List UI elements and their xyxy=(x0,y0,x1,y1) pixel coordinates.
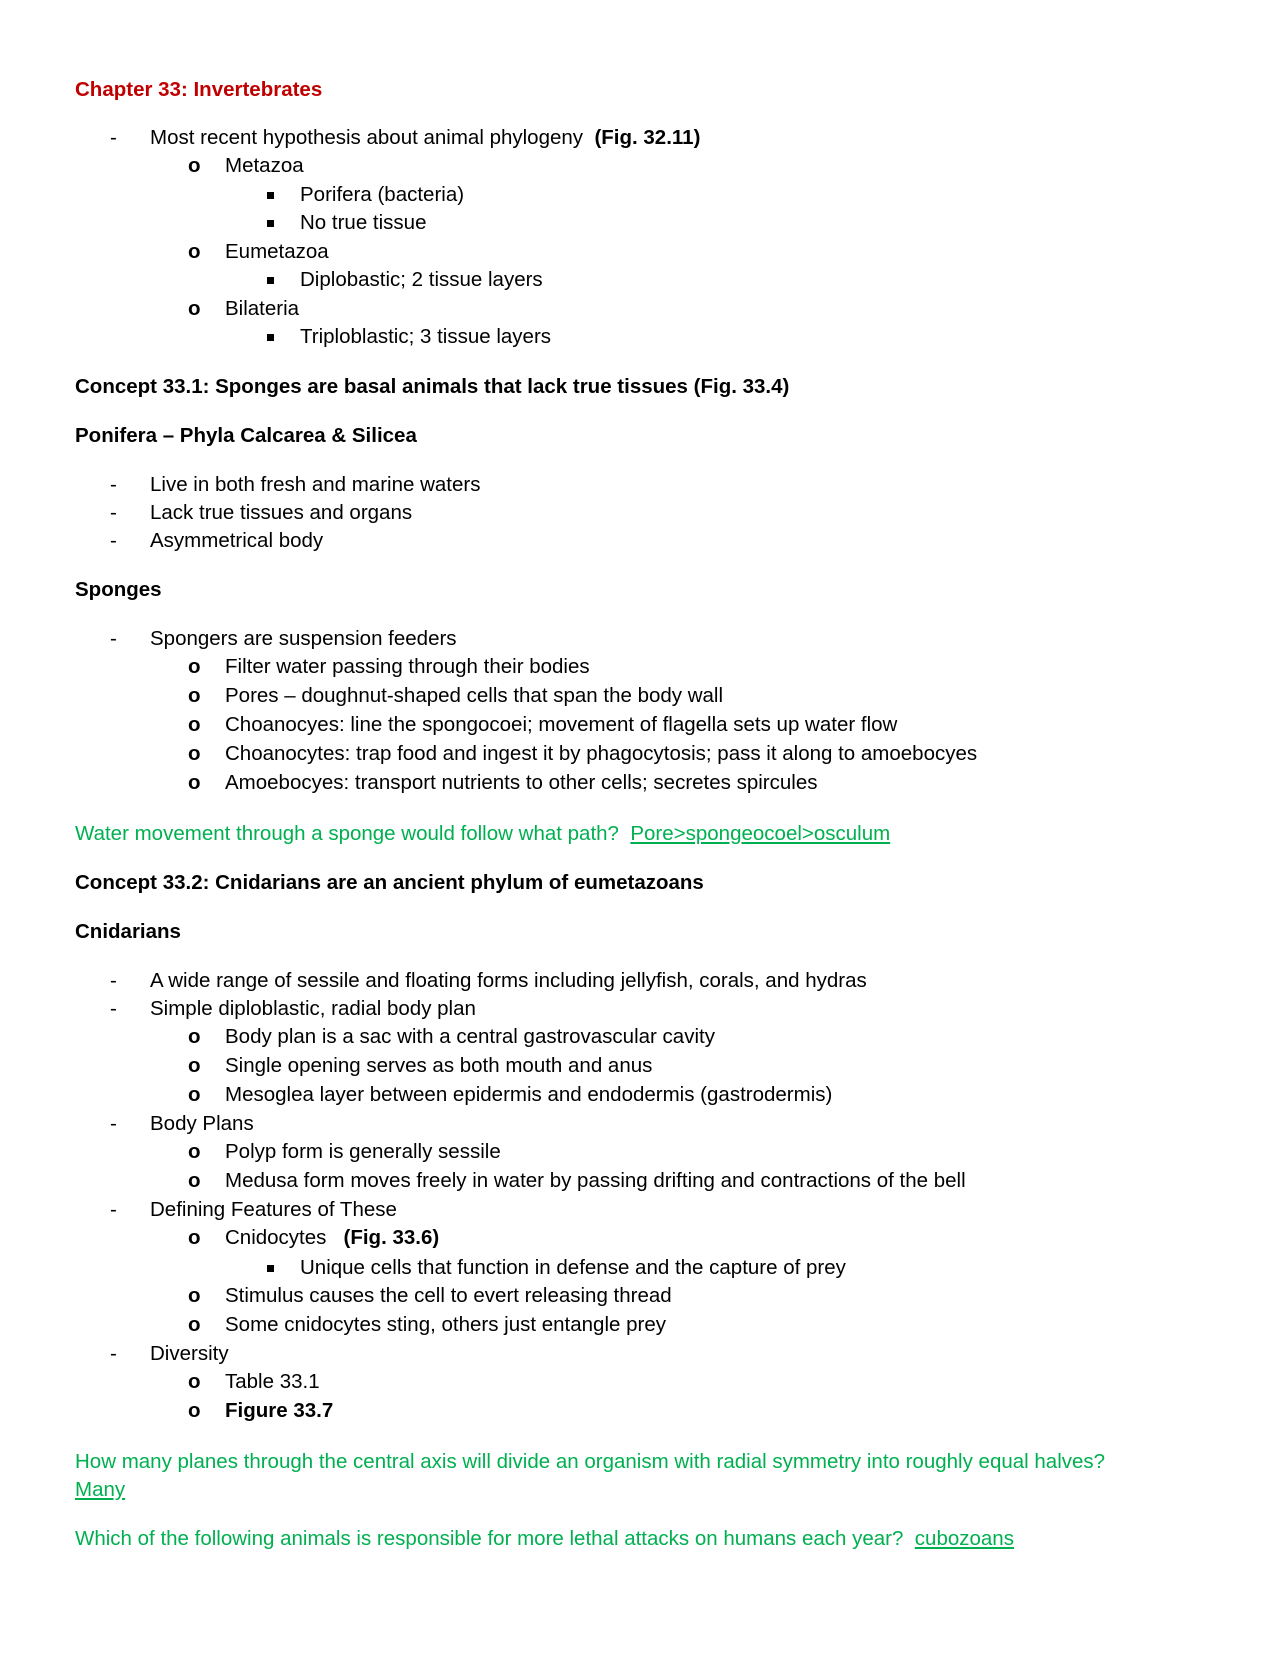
circle-bullet: o xyxy=(188,1226,201,1249)
circle-bullet: o xyxy=(188,1025,201,1048)
circle-bullet: o xyxy=(188,1169,201,1192)
dash-bullet: - xyxy=(110,529,117,552)
list-item: o Table 33.1 xyxy=(188,1370,320,1393)
square-bullet xyxy=(267,192,274,199)
list-item: o Eumetazoa xyxy=(188,240,329,263)
dash-bullet: - xyxy=(110,126,117,149)
list-item: o Stimulus causes the cell to evert releasing thread xyxy=(188,1284,672,1307)
square-bullet xyxy=(267,220,274,227)
circle-bullet: o xyxy=(188,154,201,177)
square-bullet xyxy=(267,277,274,284)
list-item: o Medusa form moves freely in water by passing drifting and contractions of the bell xyxy=(188,1169,966,1192)
list-item: o Cnidocytes (Fig. 33.6) xyxy=(188,1226,440,1249)
list-item: o Filter water passing through their bodies xyxy=(188,655,590,678)
circle-bullet: o xyxy=(188,771,201,794)
circle-bullet: o xyxy=(188,1083,201,1106)
list-item: No true tissue xyxy=(300,211,426,235)
dash-bullet: - xyxy=(110,1342,117,1365)
circle-bullet: o xyxy=(188,713,201,736)
list-item: o Metazoa xyxy=(188,154,304,177)
list-item: o Bilateria xyxy=(188,297,300,320)
section-heading: Ponifera – Phyla Calcarea & Silicea xyxy=(75,424,417,447)
list-item: o Mesoglea layer between epidermis and endodermis (gastrodermis) xyxy=(188,1083,833,1106)
section-heading: Concept 33.1: Sponges are basal animals that lack true tissues (Fig. 33.4) xyxy=(75,375,790,398)
answer: cubozoans xyxy=(914,1527,1014,1550)
circle-bullet: o xyxy=(188,1140,201,1163)
dash-bullet: - xyxy=(110,997,117,1020)
list-item: - Simple diploblastic, radial body plan xyxy=(110,997,476,1020)
circle-bullet: o xyxy=(188,1313,201,1336)
list-item: - Defining Features of These xyxy=(110,1198,397,1221)
dash-bullet: - xyxy=(110,1198,117,1221)
list-item: - Live in both fresh and marine waters xyxy=(110,473,481,496)
circle-bullet: o xyxy=(188,1284,201,1307)
dash-bullet: - xyxy=(110,627,117,650)
section-heading: Sponges xyxy=(75,578,162,601)
circle-bullet: o xyxy=(188,1370,201,1393)
section-heading: Cnidarians xyxy=(75,920,181,943)
list-item: - Asymmetrical body xyxy=(110,529,324,552)
list-item: o Pores – doughnut-shaped cells that span the body wall xyxy=(188,684,724,707)
list-item: - Diversity xyxy=(110,1342,229,1365)
answer: Pore>spongeocoel>osculum xyxy=(630,822,891,845)
list-item: - Spongers are suspension feeders xyxy=(110,627,457,650)
circle-bullet: o xyxy=(188,655,201,678)
list-item: Triploblastic; 3 tissue layers xyxy=(300,325,551,349)
circle-bullet: o xyxy=(188,742,201,765)
dash-bullet: - xyxy=(110,969,117,992)
circle-bullet: o xyxy=(188,684,201,707)
dash-bullet: - xyxy=(110,473,117,496)
list-item: o Single opening serves as both mouth and anus xyxy=(188,1054,653,1077)
list-item: Porifera (bacteria) xyxy=(300,183,464,207)
square-bullet xyxy=(267,334,274,341)
section-heading: Concept 33.2: Cnidarians are an ancient phylum of eumetazoans xyxy=(75,871,704,894)
square-bullet xyxy=(267,1265,274,1272)
list-item: o Some cnidocytes sting, others just entangle prey xyxy=(188,1313,666,1336)
list-item: - Most recent hypothesis about animal phylogeny (Fig. 32.11) xyxy=(110,126,701,149)
circle-bullet: o xyxy=(188,1054,201,1077)
list-item: o Figure 33.7 xyxy=(188,1399,334,1422)
question: Water movement through a sponge would follow what path? Pore>spongeocoel>osculum xyxy=(75,822,891,845)
list-item: Diplobastic; 2 tissue layers xyxy=(300,268,543,292)
list-item: Unique cells that function in defense and the capture of prey xyxy=(300,1256,846,1280)
answer: Many xyxy=(75,1478,126,1501)
list-item: - Body Plans xyxy=(110,1112,254,1135)
chapter-title: Chapter 33: Invertebrates xyxy=(75,78,323,101)
circle-bullet: o xyxy=(188,1399,201,1422)
question: How many planes through the central axis will divide an organism with radial symmetry into roughly equal halves? xyxy=(75,1450,1106,1473)
circle-bullet: o xyxy=(188,240,201,263)
list-item: o Body plan is a sac with a central gastrovascular cavity xyxy=(188,1025,715,1048)
list-item: o Choanocyes: line the spongocoei; movement of flagella sets up water flow xyxy=(188,713,898,736)
question: Which of the following animals is responsible for more lethal attacks on humans each year? cubozoans xyxy=(75,1527,1014,1550)
list-item: - Lack true tissues and organs xyxy=(110,501,413,524)
circle-bullet: o xyxy=(188,297,201,320)
list-item: - A wide range of sessile and floating forms including jellyfish, corals, and hydras xyxy=(110,969,867,992)
list-item: o Polyp form is generally sessile xyxy=(188,1140,501,1163)
list-item: o Choanocytes: trap food and ingest it by phagocytosis; pass it along to amoebocyes xyxy=(188,742,978,765)
dash-bullet: - xyxy=(110,501,117,524)
list-item: o Amoebocyes: transport nutrients to other cells; secretes spircules xyxy=(188,771,818,794)
dash-bullet: - xyxy=(110,1112,117,1135)
